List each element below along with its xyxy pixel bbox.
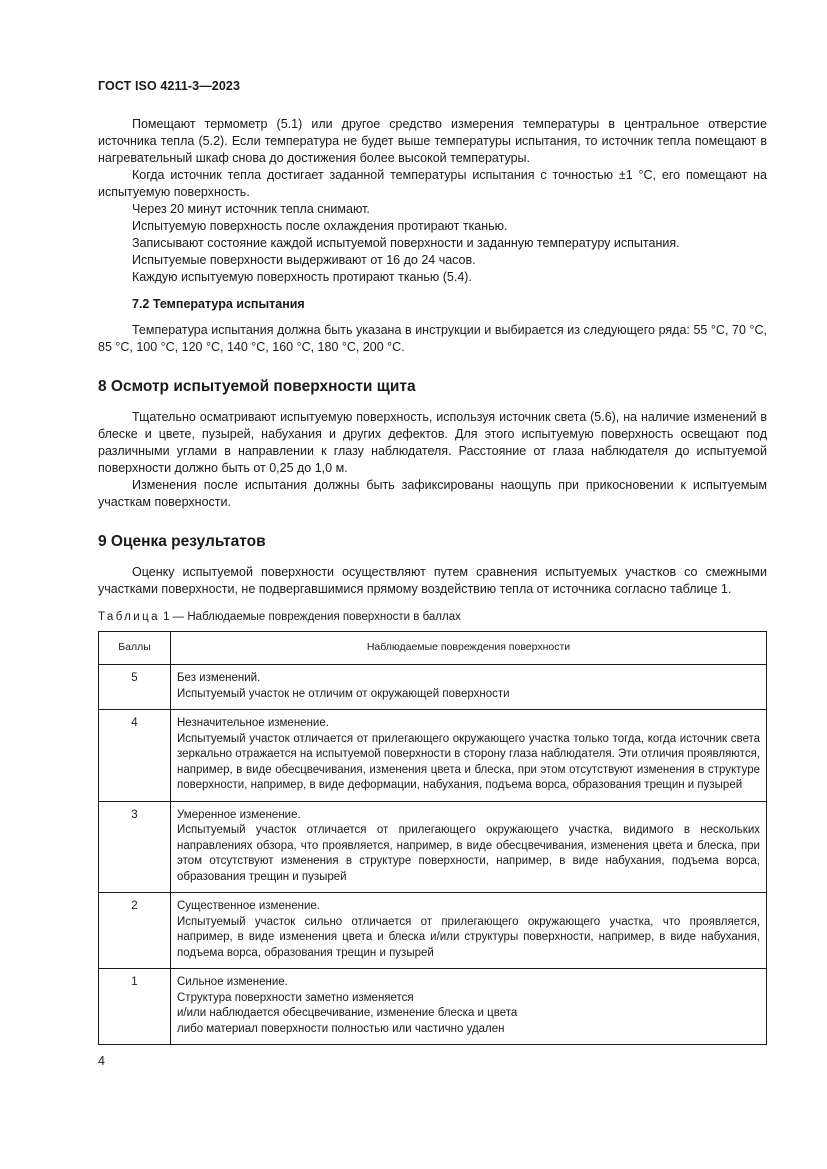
score-cell: 4 (99, 710, 171, 802)
table-caption-label: Таблица (98, 611, 160, 623)
paragraph: Испытуемые поверхности выдерживают от 16 до 24 часов. (132, 253, 476, 267)
table-caption-text: 1 — Наблюдаемые повреждения поверхности в баллах (159, 611, 461, 623)
table-row (99, 801, 767, 893)
description-cell (171, 893, 767, 969)
section-heading-9: 9 Оценка результатов (98, 533, 266, 550)
running-header: ГОСТ ISO 4211-3—2023 (98, 79, 241, 93)
table-row (99, 665, 767, 710)
score-cell: 1 (99, 969, 171, 1045)
table-caption (98, 610, 767, 625)
subsection-heading-7-2: 7.2 Температура испытания (132, 297, 305, 311)
paragraph: Помещают термометр (5.1) или другое средство измерения температуры в центральное отверстие источника тепла (5.2). Если температура не будет выше температуры испытания, то источник тепла помещают в нагревательный шкаф снова до достижения более высокой температуры. (98, 117, 767, 165)
description-title: Существенное изменение. (177, 900, 320, 912)
description-cell (171, 969, 767, 1045)
description-cell (171, 710, 767, 802)
paragraph: Через 20 минут источник тепла снимают. (132, 202, 370, 216)
paragraph: Записывают состояние каждой испытуемой поверхности и заданную температуру испытания. (132, 236, 680, 250)
description-cell (171, 665, 767, 710)
description-text: Испытуемый участок сильно отличается от прилегающего окружающего участка, что проявляется, например, в виде изменения цвета и блеска и/или структуры поверхности, например, в виде набухания, подъема ворса, образования трещин и пузырей (177, 915, 760, 959)
paragraph: Когда источник тепла достигает заданной температуры испытания с точностью ±1 °С, его помещают на испытуемую поверхность. (98, 168, 767, 199)
paragraph: Испытуемую поверхность после охлаждения протирают тканью. (132, 219, 508, 233)
page-content (98, 116, 767, 1045)
description-line: Структура поверхности заметно изменяется (177, 991, 414, 1004)
column-header-score: Баллы (99, 632, 171, 665)
paragraph: Оценку испытуемой поверхности осуществляют путем сравнения испытуемых участков со смежными участками поверхности, не подвергавшимися прямому воздействию тепла от источника согласно таблице 1. (98, 565, 767, 596)
page-number: 4 (98, 1054, 105, 1068)
description-line: либо материал поверхности полностью или частично удален (177, 1022, 505, 1035)
paragraph: Тщательно осматривают испытуемую поверхность, используя источник света (5.6), на наличие изменений в блеске и цвете, пузырей, набухания и других дефектов. Для этого испытуемую поверхность освещают под различными углами в направлении к глазу наблюдателя. Расстояние от глаза наблюдателя до испытуемой поверхности должно быть от 0,25 до 1,0 м. (98, 410, 767, 475)
score-cell: 5 (99, 665, 171, 710)
damage-scores-table (98, 631, 767, 1045)
score-cell: 2 (99, 893, 171, 969)
paragraph: Температура испытания должна быть указана в инструкции и выбирается из следующего ряда: 55 °С, 70 °С, 85 °С, 100 °С, 120 °С, 140 °С, 160 °С, 180 °С, 200 °С. (98, 323, 767, 354)
table-row (99, 969, 767, 1045)
column-header-description: Наблюдаемые повреждения поверхности (171, 632, 767, 665)
paragraph: Каждую испытуемую поверхность протирают тканью (5.4). (132, 270, 472, 284)
description-line: и/или наблюдается обесцвечивание, изменение блеска и цвета (177, 1007, 518, 1019)
description-title: Умеренное изменение. (177, 808, 301, 821)
description-cell (171, 801, 767, 893)
description-title: Незначительное изменение. (177, 717, 329, 729)
table-header-row (99, 632, 767, 665)
table-row (99, 893, 767, 969)
description-text: Испытуемый участок отличается от прилегающего окружающего участка только тогда, когда источник света зеркально отражается на испытуемой поверхности в сторону глаза наблюдателя. Эти отличия проявляются, например, в виде обесцвечивания, изменения цвета и блеска, при этом отсутствуют изменения в структуре поверхности, например, в виде деформации, набухания, подъема ворса, образования трещин и пузырей (177, 732, 760, 791)
table-row (99, 710, 767, 802)
section-heading-8: 8 Осмотр испытуемой поверхности щита (98, 378, 416, 395)
description-text: Испытуемый участок отличается от прилегающего окружающего участка, видимого в нескольких направлениях обзора, что проявляется, например, в виде обесцвечивания, изменения цвета и блеска, при этом отсутствуют изменения в структуре поверхности, например, в виде набухания, подъема ворса, образования трещин и пузырей (177, 824, 760, 883)
description-title: Сильное изменение. (177, 976, 288, 988)
score-cell: 3 (99, 801, 171, 893)
description-title: Без изменений. (177, 672, 261, 684)
paragraph: Изменения после испытания должны быть зафиксированы наощупь при прикосновении к испытуемым участкам поверхности. (98, 478, 767, 509)
description-text: Испытуемый участок не отличим от окружающей поверхности (177, 687, 510, 700)
